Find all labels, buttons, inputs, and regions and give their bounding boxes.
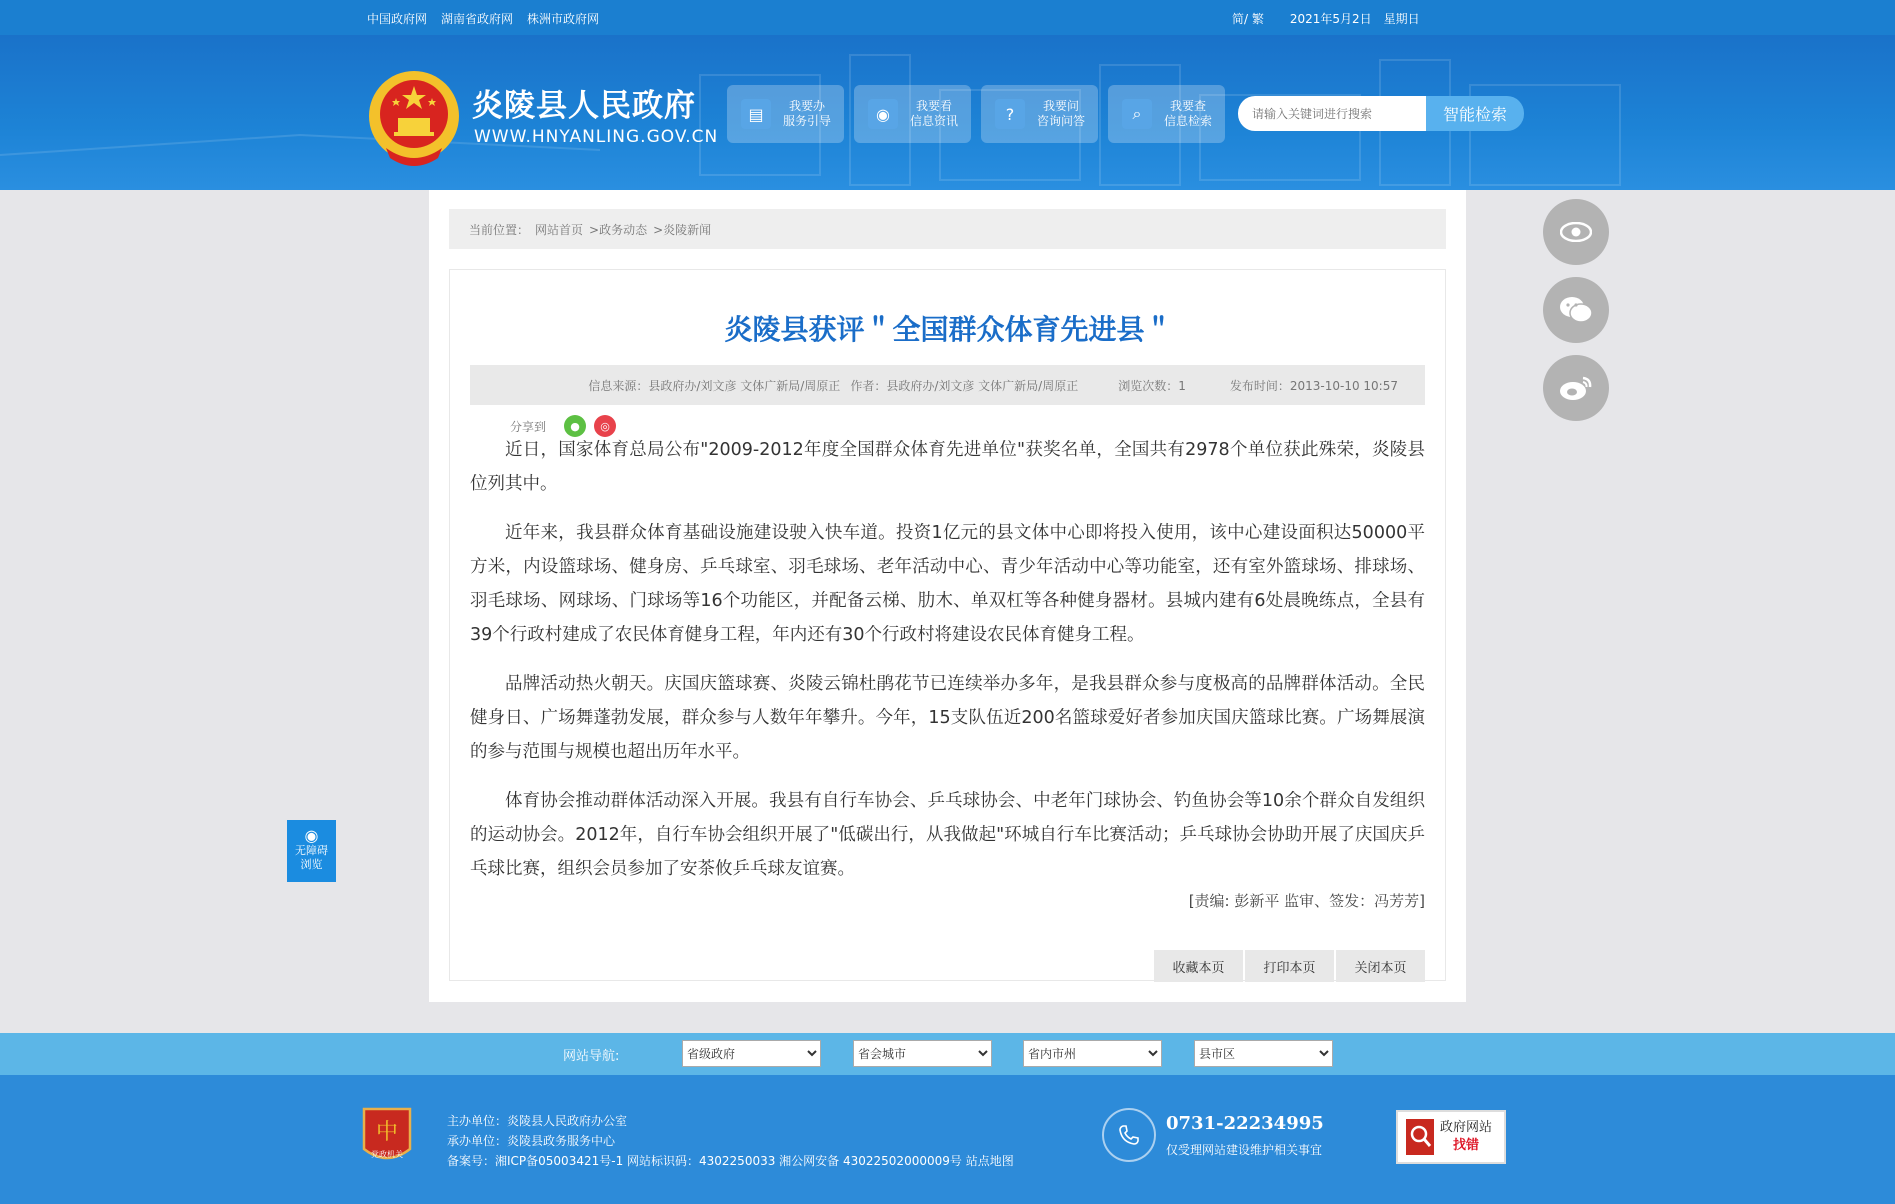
quick-link-sublabel: 信息资讯 [910, 114, 959, 128]
quick-link-sublabel: 咨询问答 [1037, 114, 1086, 128]
main-content [429, 190, 1466, 1002]
search-icon: ⌕ [1122, 99, 1152, 129]
article-paragraph: 近年来，我县群众体育基础设施建设驶入快车道。投资1亿元的县文体中心即将投入使用，该中心建设面积达50000平方米，内设篮球场、健身房、乒乓球室、羽毛球场、老年活动中心、青少年活动中心等功能室，还有室外篮球场、排球场、羽毛球场、网球场、门球场等16个功能区，并配备云梯、肋木、单双杠等各种健身器材。县城内建有6处晨晚练点，全县有39个行政村建成了农民体育健身工程，年内还有30个行政村将建设农民体育健身工程。 [470, 523, 1425, 645]
article-views: 浏览次数：1 [1118, 378, 1186, 393]
document-icon: ▤ [741, 99, 771, 129]
top-right [1232, 10, 1420, 27]
magnifier-icon [1404, 1115, 1436, 1159]
breadcrumb-news[interactable]: >政务动态 [589, 222, 648, 237]
footer-organizer: 承办单位：炎陵县政务服务中心 [447, 1134, 616, 1148]
site-header [0, 35, 1895, 190]
select-capital-cities[interactable] [853, 1040, 992, 1067]
quick-link-services[interactable] [727, 85, 844, 143]
print-button[interactable]: 打印本页 [1245, 950, 1334, 982]
phone-icon [1102, 1108, 1156, 1162]
share-label: 分享到 [510, 419, 547, 434]
select-counties[interactable] [1194, 1040, 1333, 1067]
site-navigation-label: 网站导航: [563, 1049, 620, 1064]
quick-link-label: 我要办 [789, 99, 826, 113]
site-title[interactable]: 炎陵县人民政府 [472, 88, 696, 124]
float-weibo-button[interactable] [1543, 355, 1609, 421]
national-emblem-icon [366, 68, 462, 170]
top-link-hunan[interactable]: 湖南省政府网 [441, 12, 514, 26]
quick-link-sublabel: 信息检索 [1164, 114, 1213, 128]
article-actions [1154, 950, 1425, 982]
search-input[interactable] [1238, 96, 1426, 131]
quick-link-search[interactable] [1108, 85, 1225, 143]
article-published: 发布时间：2013-10-10 10:57 [1229, 378, 1398, 393]
site-url: WWW.HNYANLING.GOV.CN [474, 127, 719, 147]
article-author: 作者：县政府办/刘文彦 文体广新局/周原正 [850, 378, 1079, 393]
footer-host: 主办单位：炎陵县人民政府办公室 [447, 1114, 628, 1128]
accessibility-sublabel: 浏览 [300, 858, 323, 871]
close-page-button[interactable]: 关闭本页 [1336, 950, 1425, 982]
quick-link-info[interactable] [854, 85, 971, 143]
article-paragraph: 品牌活动热火朝天。庆国庆篮球赛、炎陵云锦杜鹃花节已连续举办多年，是我县群众参与度极高的品牌群体活动。全民健身日、广场舞蓬勃发展，群众参与人数年年攀升。今年，15支队伍近200名篮球爱好者参加庆国庆篮球比赛。广场舞展演的参与范围与规模也超出历年水平。 [470, 674, 1425, 762]
accessibility-label: 无障碍 [295, 844, 328, 857]
quick-link-sublabel: 服务引导 [783, 114, 832, 128]
quick-link-label: 我要问 [1043, 99, 1080, 113]
search-button[interactable]: 智能检索 [1426, 96, 1524, 131]
find-fault-button[interactable] [1396, 1110, 1506, 1164]
current-weekday: 星期日 [1383, 12, 1420, 26]
wechat-icon [1559, 296, 1593, 324]
eye-icon [1560, 222, 1592, 242]
article-source: 信息来源：县政府办/刘文彦 文体广新局/周原正 [588, 378, 841, 393]
find-fault-line2: 找错 [1453, 1138, 1480, 1153]
find-fault-line1: 政府网站 [1440, 1120, 1493, 1135]
bookmark-button[interactable]: 收藏本页 [1154, 950, 1243, 982]
wechat-share-icon[interactable]: ● [564, 415, 586, 437]
select-provincial-gov[interactable] [682, 1040, 821, 1067]
breadcrumb [449, 209, 1446, 249]
article-title: 炎陵县获评＂全国群众体育先进县＂ [724, 313, 1173, 346]
article-editor: [责编: 彭新平 监审、签发：冯芳芳] [1188, 892, 1425, 910]
article-paragraph: 体育协会推动群体活动深入开展。我县有自行车协会、乒乓球协会、中老年门球协会、钓鱼协会等10余个群众自发组织的运动协会。2012年，自行车协会组织开展了"低碳出行，从我做起"环城自行车比赛活动；乒乓球协会协助开展了庆国庆乒乓球比赛，组织会员参加了安茶攸乒乓球友谊赛。 [470, 791, 1425, 879]
weibo-share-icon[interactable]: ◎ [594, 415, 616, 437]
current-date: 2021年5月2日 [1289, 12, 1372, 26]
footer-record[interactable]: 备案号：湘ICP备05003421号-1 网站标识码：4302250033 湘公网安备 43022502000009号 站点地图 [447, 1154, 1014, 1168]
party-gov-badge-icon[interactable] [360, 1105, 414, 1167]
article [449, 269, 1446, 981]
site-navigation-bar [0, 1033, 1895, 1075]
float-view-button[interactable] [1543, 199, 1609, 265]
site-footer [0, 1075, 1895, 1204]
float-wechat-button[interactable] [1543, 277, 1609, 343]
quick-link-questions[interactable] [981, 85, 1098, 143]
eye-icon: ◉ [304, 826, 319, 845]
quick-link-label: 我要查 [1170, 99, 1207, 113]
accessibility-button[interactable] [287, 820, 336, 882]
article-body [470, 433, 1425, 901]
breadcrumb-prefix: 当前位置： [469, 222, 530, 237]
eye-icon: ◉ [868, 99, 898, 129]
article-paragraph: 近日，国家体育总局公布"2009-2012年度全国群众体育先进单位"获奖名单，全国共有2978个单位获此殊荣，炎陵县位列其中。 [470, 440, 1425, 494]
top-links [367, 10, 599, 27]
select-province-cities[interactable] [1023, 1040, 1162, 1067]
breadcrumb-home[interactable]: 网站首页 [535, 222, 584, 237]
quick-link-label: 我要看 [916, 99, 953, 113]
footer-info [447, 1111, 1014, 1171]
svg-text:中: 中 [375, 1120, 399, 1145]
footer-phone-note: 仅受理网站建设维护相关事宜 [1166, 1143, 1323, 1157]
question-icon: ? [995, 99, 1025, 129]
top-link-gov-cn[interactable]: 中国政府网 [367, 12, 428, 26]
top-link-zhuzhou[interactable]: 株洲市政府网 [527, 12, 600, 26]
language-toggle[interactable]: 简/ 繁 [1232, 12, 1264, 26]
weibo-icon [1559, 374, 1593, 402]
breadcrumb-local-news[interactable]: >炎陵新闻 [653, 222, 712, 237]
top-bar [0, 0, 1895, 35]
svg-text:党政机关: 党政机关 [371, 1150, 403, 1159]
article-meta [470, 365, 1425, 405]
footer-phone: 0731-22234995 [1166, 1113, 1324, 1134]
